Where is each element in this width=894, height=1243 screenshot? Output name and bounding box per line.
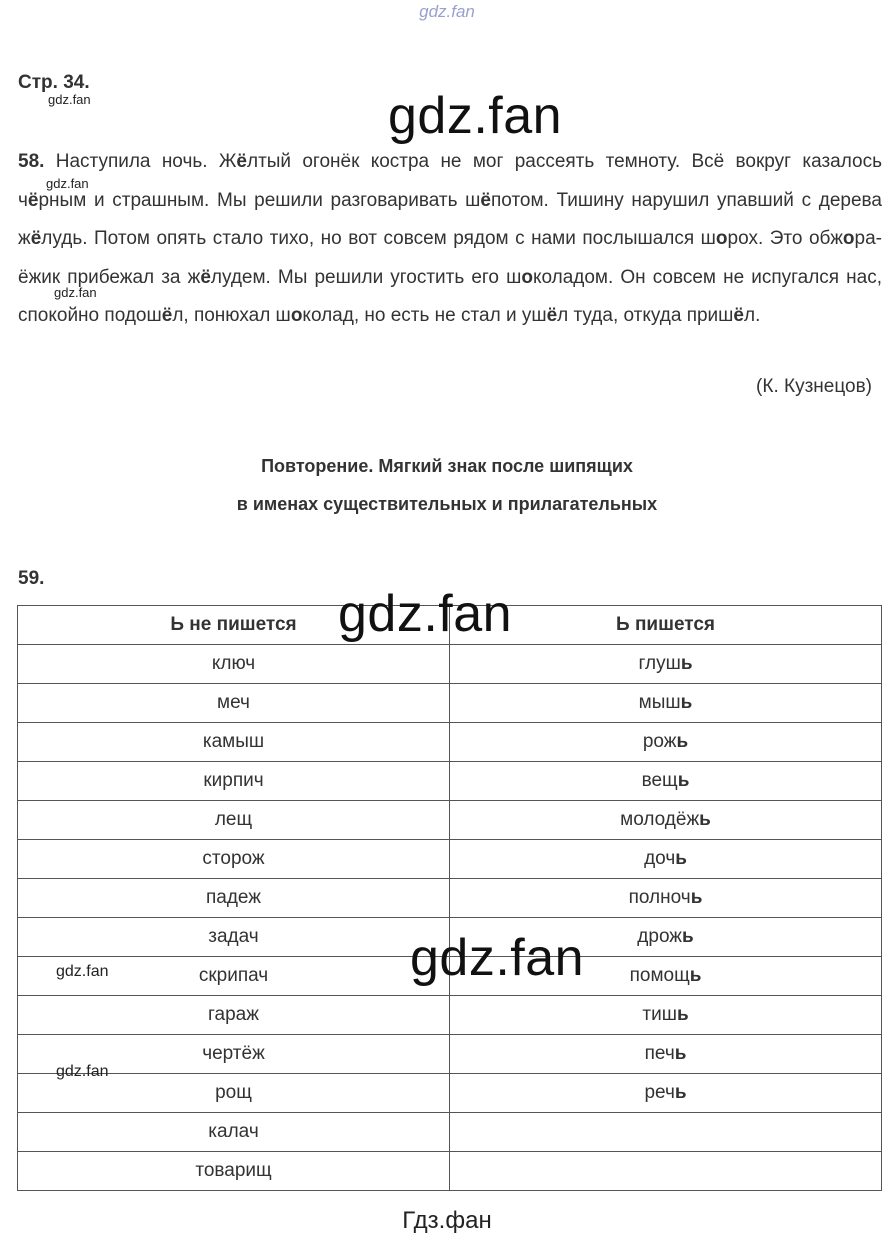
word-soft-sign [450, 1035, 882, 1074]
watermark-large: gdz.fan [338, 585, 513, 643]
watermark-small: gdz.fan [56, 1063, 109, 1080]
text-segment: л, понюхал ш [172, 305, 291, 327]
soft-sign-ending: ь [680, 692, 693, 713]
section-heading-line1: Повторение. Мягкий знак после шипящих [261, 456, 633, 476]
text-segment: л туда, откуда приш [557, 305, 734, 327]
soft-sign-ending: ь [682, 926, 694, 947]
soft-sign-ending: ь [690, 887, 703, 908]
word-no-soft-sign: задач [18, 918, 450, 957]
word-stem: полноч [628, 887, 691, 908]
highlighted-letter: о [290, 305, 303, 327]
word-soft-sign [450, 684, 882, 723]
highlighted-letter: ё [27, 189, 39, 211]
word-no-soft-sign: калач [18, 1113, 450, 1152]
watermark-large: gdz.fan [410, 929, 585, 987]
soft-sign-ending: ь [677, 770, 690, 791]
section-heading-line2: в именах существительных и прилагательных [236, 494, 658, 514]
word-soft-sign [450, 879, 882, 918]
word-stem: реч [644, 1082, 675, 1103]
text-segment: колад, но есть не стал и уш [302, 305, 547, 327]
watermark-small: gdz.fan [54, 285, 97, 300]
word-soft-sign [450, 801, 882, 840]
page-label: Стр. 34. [18, 72, 90, 93]
soft-sign-ending: ь [676, 1004, 689, 1025]
watermark-small: gdz.fan [56, 963, 109, 980]
text-segment: лтый огонёк костра не мог рассеять темноту. Всё вокруг казалось ч [18, 151, 883, 211]
word-no-soft-sign: ключ [18, 645, 450, 684]
word-stem: вещ [641, 770, 678, 791]
highlighted-letter: ё [30, 228, 42, 250]
words-table-body [18, 645, 882, 1191]
table-row [18, 1035, 882, 1074]
table-row [18, 879, 882, 918]
highlighted-letter: ё [161, 305, 173, 327]
text-segment: потом. Тишину нарушил упавший с дерева ж [18, 189, 882, 250]
exercise-58-body [18, 151, 882, 326]
table-row [18, 996, 882, 1035]
soft-sign-ending: ь [680, 653, 693, 674]
soft-sign-ending: ь [676, 731, 689, 752]
highlighted-letter: о [715, 228, 728, 250]
word-no-soft-sign: лещ [18, 801, 450, 840]
word-stem: глуш [638, 653, 681, 674]
table-row [18, 801, 882, 840]
word-no-soft-sign: товарищ [18, 1152, 450, 1191]
text-segment: рным и страшным. Мы решили разговаривать ш [38, 189, 481, 211]
word-stem: печ [644, 1043, 675, 1064]
word-stem: мыш [638, 692, 681, 713]
highlighted-letter: ё [546, 305, 558, 327]
word-no-soft-sign: гараж [18, 996, 450, 1035]
text-segment: лудем. Мы решили угостить его ш [210, 266, 522, 288]
word-stem: тиш [642, 1004, 677, 1025]
table-row [18, 684, 882, 723]
table-row [18, 1113, 882, 1152]
author-credit: (К. Кузнецов) [756, 376, 872, 397]
soft-sign-ending: ь [699, 809, 711, 830]
exercise-58-text [18, 143, 882, 336]
soft-sign-ending: ь [675, 848, 687, 869]
words-table [17, 605, 882, 1191]
header-soft-sign: Ь пишется [450, 606, 882, 645]
word-no-soft-sign: скрипач [18, 957, 450, 996]
text-segment: Наступила ночь. Ж [44, 151, 237, 172]
text-segment: ра-ёжик прибежал за ж [18, 228, 882, 288]
table-row [18, 840, 882, 879]
exercise-58-number: 58. [18, 151, 45, 172]
word-stem: рож [642, 731, 677, 752]
highlighted-letter: ё [480, 189, 491, 211]
highlighted-letter: о [842, 228, 855, 250]
word-stem: дрож [637, 926, 683, 947]
soft-sign-ending: ь [674, 1082, 687, 1103]
word-no-soft-sign: рощ [18, 1074, 450, 1113]
word-no-soft-sign: падеж [18, 879, 450, 918]
word-soft-sign [450, 996, 882, 1035]
footer-site-name: Гдз.фан [402, 1207, 492, 1234]
word-stem: молодёж [620, 809, 700, 830]
word-soft-sign [450, 723, 882, 762]
word-soft-sign [450, 1152, 882, 1191]
header-no-soft-sign: Ь не пишется [18, 606, 450, 645]
highlighted-letter: ё [200, 266, 211, 288]
word-soft-sign [450, 762, 882, 801]
soft-sign-ending: ь [674, 1043, 687, 1064]
word-soft-sign [450, 645, 882, 684]
word-no-soft-sign: кирпич [18, 762, 450, 801]
text-segment: л. [744, 305, 761, 327]
word-soft-sign [450, 1074, 882, 1113]
watermark-small: gdz.fan [48, 92, 91, 107]
table-row [18, 1074, 882, 1113]
word-no-soft-sign: меч [18, 684, 450, 723]
table-row [18, 723, 882, 762]
highlighted-letter: о [521, 266, 533, 288]
word-no-soft-sign: камыш [18, 723, 450, 762]
text-segment: рох. Это обж [727, 228, 843, 250]
exercise-59-number: 59. [18, 568, 45, 589]
table-row [18, 1152, 882, 1191]
text-segment: лудь. Потом опять стало тихо, но вот совсем рядом с нами послышался ш [41, 228, 716, 250]
watermark-top: gdz.fan [419, 2, 475, 21]
watermark-small: gdz.fan [46, 176, 89, 191]
soft-sign-ending: ь [689, 965, 702, 986]
table-row [18, 645, 882, 684]
highlighted-letter: ё [236, 151, 247, 172]
word-soft-sign [450, 840, 882, 879]
word-no-soft-sign: чертёж [18, 1035, 450, 1074]
text-segment: коладом. Он совсем не испугался нас, спокойно подош [18, 266, 882, 327]
word-no-soft-sign: сторож [18, 840, 450, 879]
table-row [18, 762, 882, 801]
word-stem: доч [644, 848, 676, 869]
word-soft-sign [450, 1113, 882, 1152]
watermark-large: gdz.fan [388, 87, 563, 145]
word-stem: помощ [629, 965, 690, 986]
highlighted-letter: ё [733, 305, 744, 327]
